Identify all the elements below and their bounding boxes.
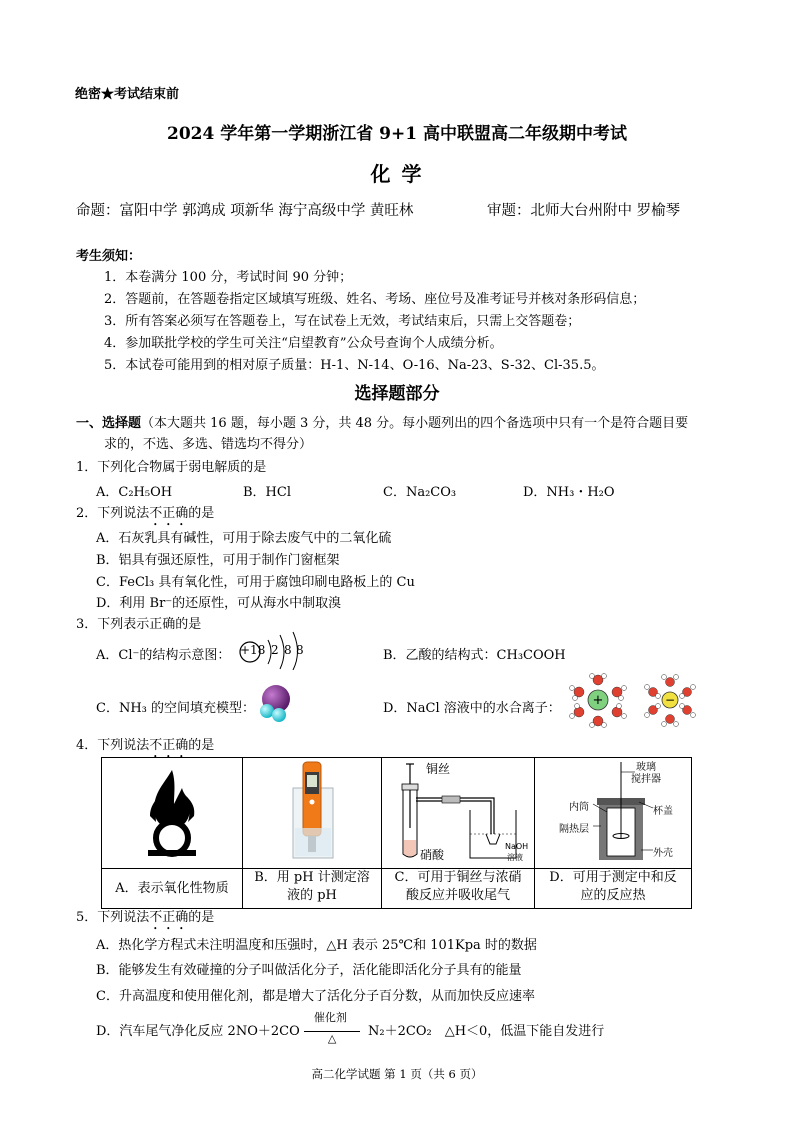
catalyst-label: 催化剂 bbox=[313, 1010, 347, 1024]
caption-line: A．表示氧化性物质 bbox=[115, 880, 229, 896]
q3-option-c: C．NH₃ 的空间填充模型： bbox=[96, 701, 256, 716]
q2-stem-post: 的是 bbox=[188, 506, 215, 521]
ph-meter-illustration bbox=[243, 758, 381, 864]
q4-stem-pre: 4．下列说法 bbox=[76, 738, 150, 753]
part-desc-1: （本大题共 16 题，每小题 3 分，共 48 分。每小题列出的四个备选项中只有一个是符合题目要 bbox=[141, 416, 689, 431]
q3-stem: 3．下列表示正确的是 bbox=[76, 617, 202, 632]
notice-item: 2．答题前，在答题卷指定区域填写班级、姓名、考场、座位号及准考证号并核对条形码信息； bbox=[104, 292, 646, 307]
q5-stem-emphasis: 不正确 bbox=[149, 910, 189, 925]
shell-electrons: 2 bbox=[271, 643, 279, 657]
caption-line: C．可用于铜丝与浓硝 bbox=[394, 870, 522, 885]
q5-option-d bbox=[96, 1010, 605, 1045]
authors-line: 命题：富阳中学 郭鸿成 项新华 海宁高级中学 黄旺林 bbox=[76, 203, 414, 219]
page-footer: 高二化学试题 第 1 页（共 6 页） bbox=[311, 1067, 483, 1081]
hydrated-sodium-ion bbox=[570, 674, 627, 728]
chloride-structure-diagram bbox=[238, 628, 313, 670]
notice-item: 5．本试卷可能用到的相对原子质量：H-1、N-14、O-16、Na-23、S-32、Cl-35.5。 bbox=[104, 358, 605, 373]
q4-option-d bbox=[535, 869, 692, 909]
part-label: 一、选择题 bbox=[76, 416, 142, 431]
notice-item: 3．所有答案必须写在答题卷上，写在试卷上无效，考试结束后，只需上交答题卷； bbox=[104, 314, 581, 329]
q3-option-a: A．Cl⁻的结构示意图： bbox=[96, 648, 231, 663]
nucleus-charge: +18 bbox=[240, 643, 266, 657]
q5-d-products: N₂＋2CO₂ △H＜0，低温下能自发进行 bbox=[368, 1024, 605, 1039]
notice-item: 4．参加联批学校的学生可关注“启望教育”公众号查询个人成绩分析。 bbox=[104, 336, 503, 351]
ammonia-space-filling-model bbox=[256, 683, 296, 723]
part-heading bbox=[76, 412, 688, 431]
q5-option-c: C．升高温度和使用催化剂，都是增大了活化分子百分数，从而加快反应速率 bbox=[96, 989, 535, 1004]
q5-stem bbox=[76, 906, 214, 933]
q4-option-a bbox=[102, 869, 243, 909]
q4-stem-emphasis: 不正确 bbox=[149, 738, 189, 753]
hydrated-chloride-ion bbox=[645, 675, 696, 727]
q1-option-c: C．Na₂CO₃ bbox=[383, 485, 457, 500]
label-naoh: NaOH bbox=[505, 842, 529, 851]
q3-option-d: D．NaCl 溶液中的水合离子： bbox=[383, 701, 561, 716]
q4-stem-post: 的是 bbox=[188, 738, 215, 753]
reaction-arrow bbox=[304, 1010, 364, 1045]
q5-stem-pre: 5．下列说法 bbox=[76, 910, 150, 925]
q4-option-b bbox=[243, 869, 382, 909]
q1-stem: 1．下列化合物属于弱电解质的是 bbox=[76, 460, 267, 475]
q2-option-a: A．石灰乳具有碱性，可用于除去废气中的二氧化硫 bbox=[96, 531, 392, 546]
q5-stem-post: 的是 bbox=[188, 910, 215, 925]
q5-option-b: B．能够发生有效碰撞的分子叫做活化分子，活化能即活化分子具有的能量 bbox=[96, 963, 522, 978]
label-insulation: 隔热层 bbox=[559, 824, 589, 835]
q2-option-d: D．利用 Br⁻的还原性，可从海水中制取溴 bbox=[96, 596, 342, 611]
label-copper-wire: 铜丝 bbox=[426, 762, 451, 776]
label-nitric-acid: 硝酸 bbox=[420, 848, 445, 862]
q2-stem-emphasis: 不正确 bbox=[149, 506, 189, 521]
label-inner-cylinder: 内筒 bbox=[569, 802, 589, 813]
label-solution: 溶液 bbox=[507, 853, 523, 862]
label-shell: 外壳 bbox=[653, 848, 673, 859]
oxidizer-hazard-icon bbox=[102, 758, 242, 864]
heat-symbol: △ bbox=[327, 1031, 337, 1045]
notice-item: 1．本卷满分 100 分，考试时间 90 分钟； bbox=[104, 270, 353, 285]
caption-line: B．用 pH 计测定溶 bbox=[254, 870, 370, 885]
hydrated-ions-diagram bbox=[567, 672, 702, 728]
q2-stem-pre: 2．下列说法 bbox=[76, 506, 150, 521]
q4-options-table bbox=[101, 757, 692, 909]
q4-cell-d-image bbox=[535, 758, 692, 869]
svg-text:+: + bbox=[592, 693, 604, 708]
q1-option-a: A．C₂H₅OH bbox=[96, 485, 173, 500]
reviewer-line: 审题：北师大台州附中 罗榆琴 bbox=[487, 203, 681, 219]
q4-cell-b-image bbox=[243, 758, 382, 869]
subject-title: 化 学 bbox=[370, 162, 424, 186]
q2-stem bbox=[76, 502, 214, 529]
q2-option-b: B．铝具有强还原性，可用于制作门窗框架 bbox=[96, 553, 340, 568]
label-glass: 玻璃 bbox=[636, 762, 656, 773]
section-title: 选择题部分 bbox=[354, 384, 440, 404]
shell-electrons: 8 bbox=[284, 643, 292, 657]
caption-line: 酸反应并吸收尾气 bbox=[405, 888, 510, 903]
svg-text:−: − bbox=[664, 693, 676, 707]
shell-electrons: 8 bbox=[296, 643, 304, 657]
secret-label: 绝密★考试结束前 bbox=[75, 87, 180, 102]
notice-heading: 考生须知： bbox=[76, 249, 142, 264]
label-lid: 杯盖 bbox=[653, 806, 673, 817]
label-stirrer: 搅拌器 bbox=[631, 774, 661, 785]
caption-line: D．可用于测定中和反 bbox=[549, 870, 677, 885]
q4-cell-a-image bbox=[102, 758, 243, 869]
q5-option-a: A．热化学方程式未注明温度和压强时，△H 表示 25℃和 101Kpa 时的数据 bbox=[96, 938, 537, 953]
part-desc-2: 求的，不选、多选、错选均不得分） bbox=[104, 437, 313, 452]
q5-d-reactants: D．汽车尾气净化反应 2NO＋2CO bbox=[96, 1024, 300, 1039]
q3-option-b: B．乙酸的结构式：CH₃COOH bbox=[383, 648, 566, 663]
caption-line: 液的 pH bbox=[287, 888, 337, 903]
exam-title: 2024 学年第一学期浙江省 9+1 高中联盟高二年级期中考试 bbox=[167, 124, 627, 144]
q4-option-c bbox=[382, 869, 535, 909]
q1-option-b: B．HCl bbox=[243, 485, 291, 500]
caption-line: 应的反应热 bbox=[580, 888, 646, 903]
q1-option-d: D．NH₃・H₂O bbox=[523, 485, 615, 500]
q4-cell-c-image bbox=[382, 758, 535, 869]
q2-option-c: C．FeCl₃ 具有氧化性，可用于腐蚀印刷电路板上的 Cu bbox=[96, 575, 415, 590]
